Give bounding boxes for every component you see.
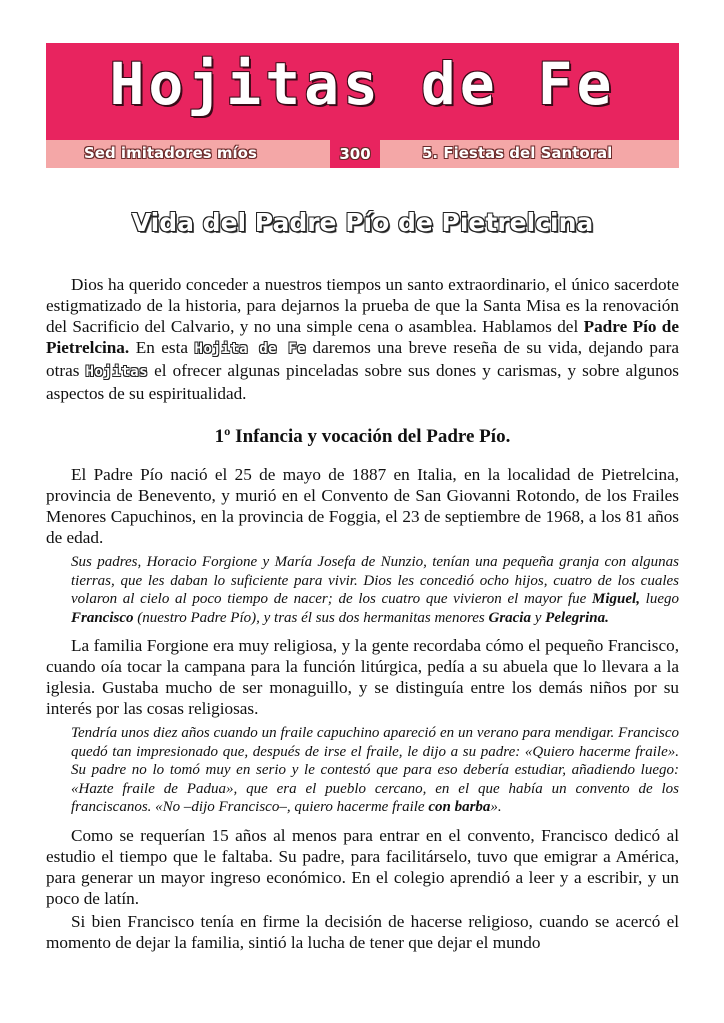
- quote-friar-bold: con barba: [428, 799, 491, 815]
- quote-parents-text-2: luego: [639, 591, 680, 607]
- intro-paragraph: [46, 274, 679, 404]
- paragraph-decision: Si bien Francisco tenía en firme la decisión de hacerse religioso, cuando se acercó el momento de dejar la familia, sintió la lucha de tener que dejar el mundo: [46, 911, 679, 952]
- article-body: [46, 274, 679, 953]
- paragraph-family: La familia Forgione era muy religiosa, y la gente recordaba cómo el pequeño Francisco, cuando oía tocar la campana para la función litúrgica, pedía a su abuela que lo llevara a la iglesia. Gustaba mucho de ser monaguillo, y se distinguía entre los demás niños por su interés por las cosas religiosas.: [46, 636, 679, 718]
- intro-text-4: el ofrecer algunas pinceladas sobre sus dones y carismas, y sobre algunos aspectos de su espiritualidad.: [46, 361, 679, 403]
- intro-hojitas-name: Hojitas: [85, 364, 149, 380]
- name-gracia: Gracia: [488, 609, 531, 626]
- intro-bold-name: Padre Pío de Pietrelcina.: [46, 317, 679, 357]
- motto: Sed imitadores míos: [84, 144, 257, 162]
- quote-friar: [46, 724, 679, 817]
- paragraph-studies: Como se requerían 15 años al menos para entrar en el convento, Francisco dedicó al estudio el tiempo que le faltaba. Su padre, para facilitárselo, tuvo que emigrar a América, para generar un mayor ingreso económico. En el colegio aprendió a leer y a escribir, y un poco de latín.: [46, 825, 679, 908]
- intro-hojita-name: Hojita de Fe: [194, 341, 307, 357]
- intro-text-3: daremos una breve reseña de su vida, dejando para otras: [46, 338, 679, 380]
- name-pelegrina: Pelegrina.: [545, 609, 609, 626]
- paragraph-birth: El Padre Pío nació el 25 de mayo de 1887 en Italia, en la localidad de Pietrelcina, provincia de Benevento, y murió en el Convento de San Giovanni Rotondo, de los Frailes Menores Capuchinos, en la provincia de Foggia, el 23 de septiembre de 1968, a los 81 años de edad.: [46, 465, 679, 547]
- series-label: 5. Fiestas del Santoral: [422, 144, 613, 162]
- name-miguel: Miguel,: [592, 591, 640, 607]
- intro-text-1: Dios ha querido conceder a nuestros tiempos un santo extraordinario, el único sacerdote estigmatizado de la historia, para dejarnos la prueba de que la Santa Misa es la renovación del Sacrificio del Calvario, y no una simple cena o asamblea. Hablamos del: [46, 275, 679, 336]
- masthead-title: Hojitas de Fe: [109, 50, 616, 118]
- quote-parents: [46, 553, 679, 627]
- quote-friar-text-2: ».: [490, 799, 502, 815]
- section-heading: 1º Infancia y vocación del Padre Pío.: [214, 426, 511, 447]
- quote-friar-text-1: Tendría unos diez años cuando un fraile capuchino apareció en un verano para mendigar. Francisco quedó tan impresionado que, después de irse el fraile, le dijo a su padre: «Quiero hacerme fraile». Su padre no lo tomó muy en serio y le contestó que para eso debería estudiar, añadiendo luego: «Hazte fraile de Padua», que era el pueblo cercano, en el que había un convento de los franciscanos. «No –dijo Francisco–, quiero hacerme fraile: [71, 725, 679, 815]
- quote-parents-text-3: (nuestro Padre Pío), y tras él sus dos hermanitas menores: [133, 609, 489, 626]
- quote-parents-text-4: y: [530, 609, 546, 626]
- quote-parents-text-1: Sus padres, Horacio Forgione y María Josefa de Nunzio, tenían una pequeña granja con algunas tierras, que les daban lo suficiente para vivir. Dios les concedió ocho hijos, cuatro de los cuales volaron al cielo al poco tiempo de nacer; de los cuatro que vivieron el mayor fue: [71, 554, 679, 607]
- masthead-banner: [46, 43, 679, 140]
- name-francisco: Francisco: [71, 609, 134, 626]
- intro-text-2: En esta: [129, 338, 195, 357]
- issue-number: 300: [330, 140, 380, 168]
- masthead-strip: [46, 140, 679, 168]
- article-title: Vida del Padre Pío de Pietrelcina: [131, 208, 594, 237]
